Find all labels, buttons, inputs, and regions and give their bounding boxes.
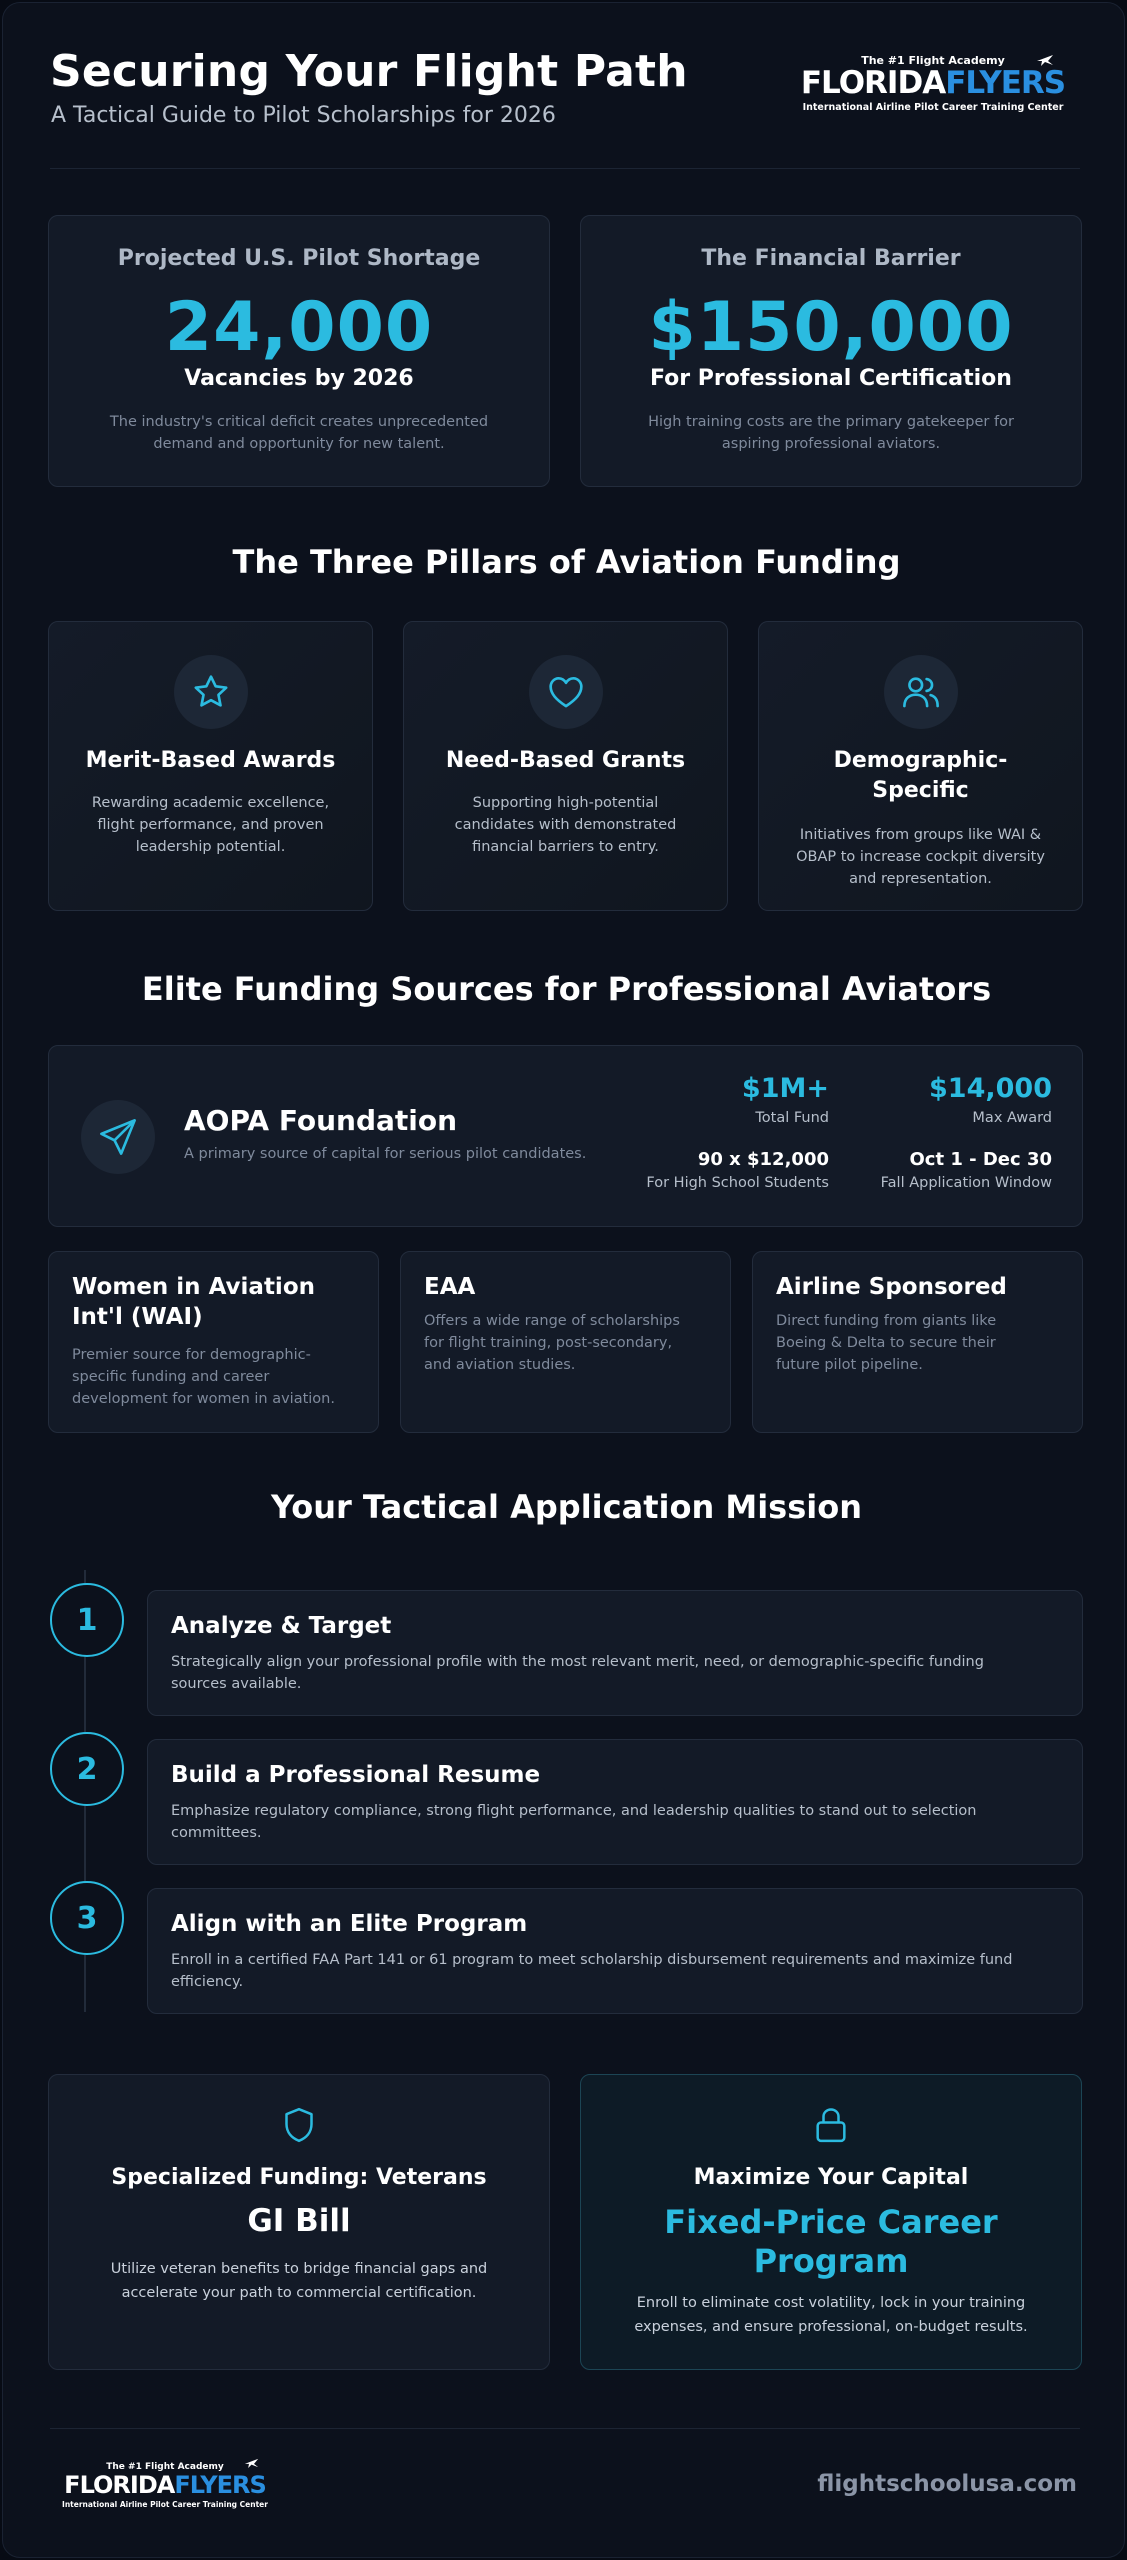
pillar-description: Rewarding academic excellence, flight performance, and proven leadership potential. [91,795,330,855]
stat-value: 90 x $12,000 [697,1149,829,1170]
source-card-airline [752,1251,1083,1433]
veterans-card [48,2074,550,2370]
card-description: Enroll to eliminate cost volatility, lock in your training expenses, and ensure professional, on-budget results. [634,2295,1028,2335]
source-description: A primary source of capital for serious pilot candidates. [184,1146,587,1162]
mission-title: Your Tactical Application Mission [270,1488,862,1526]
sources-title: Elite Funding Sources for Professional Aviators [141,970,992,1008]
lock-icon [581,2105,1081,2145]
stat-card-pilot-shortage [48,215,550,487]
logo-header [793,49,1073,113]
page-title: Securing Your Flight Path [50,46,688,97]
aopa-stat-application-window [881,1149,1052,1191]
step-description: Enroll in a certified FAA Part 141 or 61 program to meet scholarship disbursement requirements and maximize fund efficiency. [171,1952,1013,1990]
step-description: Strategically align your professional profile with the most relevant merit, need, or demographic-specific funding sources available. [171,1654,984,1692]
stat-value: Oct 1 - Dec 30 [909,1149,1052,1170]
source-card-wai [48,1251,379,1433]
fixed-price-card [580,2074,1082,2370]
logo-tagline: The #1 Flight Academy [861,54,1005,67]
logo-subtitle: International Airline Pilot Career Training Center [62,2500,268,2509]
plane-icon [1036,53,1054,67]
stat-label: Total Fund [755,1110,829,1126]
logo-footer [60,2454,270,2509]
pillars-title: The Three Pillars of Aviation Funding [232,543,901,581]
stat-label: Fall Application Window [880,1175,1052,1191]
mission-step-2 [147,1739,1083,1865]
featured-source-aopa [48,1045,1083,1227]
mission-step-3 [147,1888,1083,2014]
stat-caption: Vacancies by 2026 [184,366,414,391]
source-card-eaa [400,1251,731,1433]
stat-label: For High School Students [646,1175,829,1191]
step-title: Build a Professional Resume [171,1762,541,1788]
source-name: Airline Sponsored [776,1274,1007,1300]
card-headline: GI Bill [247,2203,351,2239]
step-number: 1 [50,1583,124,1657]
stat-value: 24,000 [164,288,434,367]
source-description: Direct funding from giants like Boeing & Delta to secure their future pilot pipeline. [776,1313,997,1373]
stat-label: Max Award [972,1110,1052,1126]
pillar-description: Initiatives from groups like WAI & OBAP to increase cockpit diversity and representation. [796,827,1045,887]
source-description: Premier source for demographic-specific funding and career development for women in aviation. [72,1347,335,1407]
source-name: EAA [424,1274,476,1300]
stat-description: The industry's critical deficit creates unprecedented demand and opportunity for new talent. [109,414,489,452]
source-name: Women in Aviation Int'l (WAI) [72,1274,315,1330]
mission-step-1 [147,1590,1083,1716]
pillar-description: Supporting high-potential candidates with demonstrated financial barriers to entry. [454,795,677,855]
heart-icon [529,655,603,729]
stat-heading: Projected U.S. Pilot Shortage [117,246,481,271]
users-icon [884,655,958,729]
aopa-stat-high-school [646,1149,829,1191]
pillar-card-merit [48,621,373,911]
card-kicker: Specialized Funding: Veterans [111,2165,487,2190]
footer-url[interactable]: flightschoolusa.com [817,2471,1077,2497]
stat-value: $14,000 [929,1073,1052,1104]
step-title: Align with an Elite Program [171,1911,528,1937]
stat-value: $150,000 [648,288,1014,367]
step-description: Emphasize regulatory compliance, strong flight performance, and leadership qualities to stand out to selection committees. [171,1803,977,1841]
logo-wordmark: FLORIDAFLYERS [800,65,1066,101]
pillar-title: Need-Based Grants [445,748,686,773]
pillar-card-need [403,621,728,911]
page-subtitle: A Tactical Guide to Pilot Scholarships for 2026 [51,103,556,128]
shield-icon [49,2105,549,2145]
stat-heading: The Financial Barrier [701,246,961,271]
plane-icon [244,2457,259,2469]
paper-plane-icon [81,1100,155,1174]
star-icon [174,655,248,729]
logo-wordmark: FLORIDAFLYERS [64,2471,266,2499]
card-kicker: Maximize Your Capital [693,2165,969,2190]
stat-card-financial-barrier [580,215,1082,487]
footer-divider [50,2428,1080,2429]
logo-subtitle: International Airline Pilot Career Training Center [802,102,1064,113]
card-headline: Fixed-Price Career Program [664,2203,998,2280]
pillar-title: Demographic-Specific [833,748,1008,803]
infographic-page [2,2,1125,2558]
stat-caption: For Professional Certification [650,366,1012,391]
step-number: 2 [50,1732,124,1806]
source-name: AOPA Foundation [184,1104,458,1137]
step-number: 3 [50,1881,124,1955]
card-description: Utilize veteran benefits to bridge financial gaps and accelerate your path to commercial certification. [110,2261,488,2301]
pillar-title: Merit-Based Awards [85,748,336,773]
source-description: Offers a wide range of scholarships for flight training, post-secondary, and aviation studies. [424,1313,680,1373]
aopa-stat-max-award [929,1073,1052,1126]
stat-value: $1M+ [741,1073,829,1104]
pillar-card-demographic [758,621,1083,911]
step-title: Analyze & Target [171,1613,392,1639]
aopa-stat-total-fund [742,1073,829,1126]
logo-tagline: The #1 Flight Academy [106,2462,224,2472]
stat-description: High training costs are the primary gatekeeper for aspiring professional aviators. [648,414,1014,452]
